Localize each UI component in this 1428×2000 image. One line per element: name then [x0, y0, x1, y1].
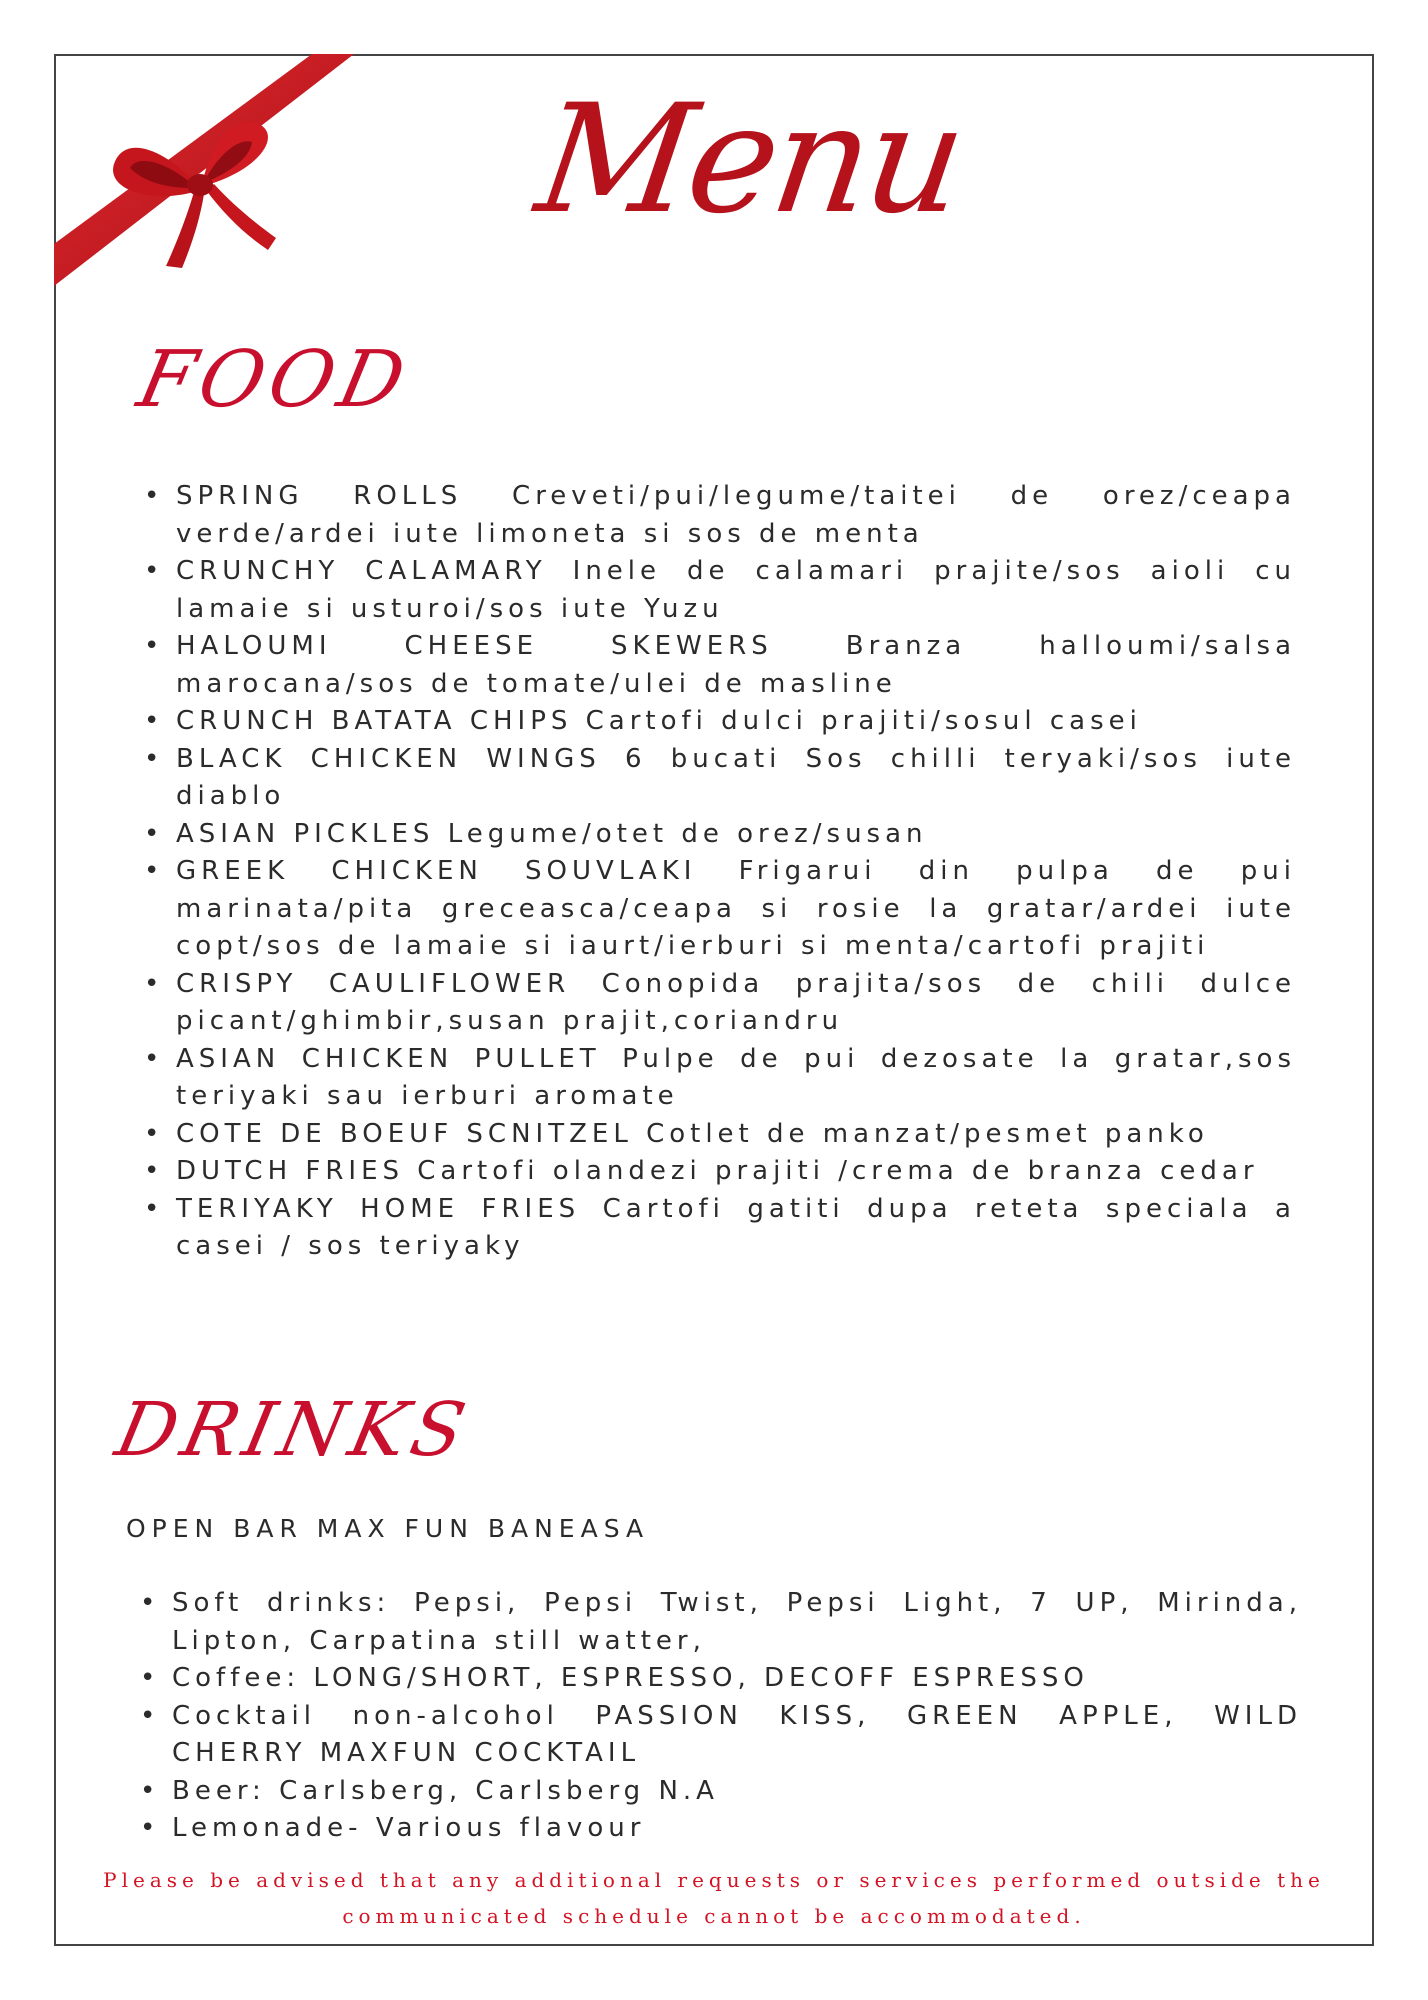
- drinks-item-text: Coffee: LONG/SHORT, ESPRESSO, DECOFF ESPRESSO: [172, 1663, 1089, 1693]
- food-item: [144, 853, 1296, 966]
- drinks-list: [140, 1585, 1302, 1848]
- food-item: [144, 741, 1296, 816]
- bullet-dot-icon: •: [144, 856, 160, 886]
- bullet-dot-icon: •: [144, 631, 160, 661]
- drinks-item: [140, 1660, 1302, 1698]
- drinks-item-text: Cocktail non-alcohol PASSION KISS, GREEN APPLE, WILD CHERRY MAXFUN COCKTAIL: [172, 1700, 1302, 1768]
- drinks-item-text: Beer: Carlsberg, Carlsberg N.A: [172, 1775, 719, 1806]
- bullet-dot-icon: •: [140, 1588, 156, 1618]
- drinks-subtitle: OPEN BAR MAX FUN BANEASA: [126, 1514, 650, 1543]
- drinks-item: [140, 1698, 1302, 1773]
- food-item: [144, 1191, 1296, 1266]
- food-item-text: SPRING ROLLS Creveti/pui/legume/taitei de orez/ceapa verde/ardei iute limoneta si sos de menta: [176, 481, 1296, 549]
- bullet-dot-icon: •: [140, 1663, 156, 1693]
- bullet-dot-icon: •: [144, 481, 160, 511]
- drinks-item: [140, 1773, 1302, 1811]
- food-item-text: TERIYAKY HOME FRIES Cartofi gatiti dupa reteta speciala a casei / sos teriyaky: [176, 1193, 1296, 1261]
- drinks-item-text: Lemonade- Various flavour: [172, 1813, 646, 1843]
- drinks-heading: DRINKS: [108, 1387, 479, 1473]
- food-list: [144, 478, 1296, 1266]
- food-item-text: COTE DE BOEUF SCNITZEL Cotlet de manzat/pesmet panko: [176, 1118, 1209, 1149]
- drinks-item: [140, 1810, 1302, 1848]
- notice-text: Please be advised that any additional requests or services performed outside the communicated schedule cannot be accommodated.: [103, 1868, 1325, 1928]
- food-item-text: CRISPY CAULIFLOWER Conopida prajita/sos de chili dulce picant/ghimbir,susan prajit,coriandru: [176, 968, 1296, 1036]
- bullet-dot-icon: •: [144, 1118, 160, 1149]
- bullet-dot-icon: •: [144, 1043, 160, 1074]
- food-item: [144, 628, 1296, 703]
- food-item-text: DUTCH FRIES Cartofi olandezi prajiti /crema de branza cedar: [176, 1156, 1259, 1186]
- food-heading: FOOD: [130, 335, 419, 425]
- food-item: [144, 478, 1296, 553]
- food-item-text: ASIAN CHICKEN PULLET Pulpe de pui dezosate la gratar,sos teriyaki sau ierburi aromate: [176, 1043, 1296, 1111]
- food-item: [144, 553, 1296, 628]
- food-item-text: GREEK CHICKEN SOUVLAKI Frigarui din pulpa de pui marinata/pita greceasca/ceapa si rosie la gratar/ardei iute copt/sos de lamaie si iaurt/ierburi si menta/cartofi prajiti: [176, 856, 1296, 961]
- bullet-dot-icon: •: [144, 706, 160, 736]
- bullet-dot-icon: •: [140, 1700, 156, 1731]
- bullet-dot-icon: •: [140, 1813, 156, 1843]
- food-item: [144, 1153, 1296, 1191]
- food-item: [144, 966, 1296, 1041]
- food-item-text: CRUNCHY CALAMARY Inele de calamari prajite/sos aioli cu lamaie si usturoi/sos iute Yuzu: [176, 556, 1296, 624]
- food-item-text: HALOUMI CHEESE SKEWERS Branza halloumi/salsa marocana/sos de tomate/ulei de masline: [176, 631, 1296, 699]
- bullet-dot-icon: •: [144, 1156, 160, 1186]
- food-item: [144, 1116, 1296, 1154]
- red-ribbon-bow-icon: [54, 54, 384, 294]
- bullet-dot-icon: •: [144, 743, 160, 774]
- food-item: [144, 816, 1296, 854]
- bullet-dot-icon: •: [144, 1193, 160, 1224]
- drinks-item-text: Soft drinks: Pepsi, Pepsi Twist, Pepsi Light, 7 UP, Mirinda, Lipton, Carpatina still watter,: [172, 1588, 1302, 1656]
- food-item-text: BLACK CHICKEN WINGS 6 bucati Sos chilli teryaki/sos iute diablo: [176, 743, 1296, 811]
- food-item: [144, 1041, 1296, 1116]
- bullet-dot-icon: •: [144, 968, 160, 999]
- bullet-dot-icon: •: [140, 1775, 156, 1806]
- food-item: [144, 703, 1296, 741]
- bullet-dot-icon: •: [144, 556, 160, 586]
- food-item-text: CRUNCH BATATA CHIPS Cartofi dulci prajiti/sosul casei: [176, 706, 1142, 736]
- bullet-dot-icon: •: [144, 818, 160, 849]
- drinks-item: [140, 1585, 1302, 1660]
- food-item-text: ASIAN PICKLES Legume/otet de orez/susan: [176, 818, 928, 849]
- menu-title: Menu: [527, 73, 972, 247]
